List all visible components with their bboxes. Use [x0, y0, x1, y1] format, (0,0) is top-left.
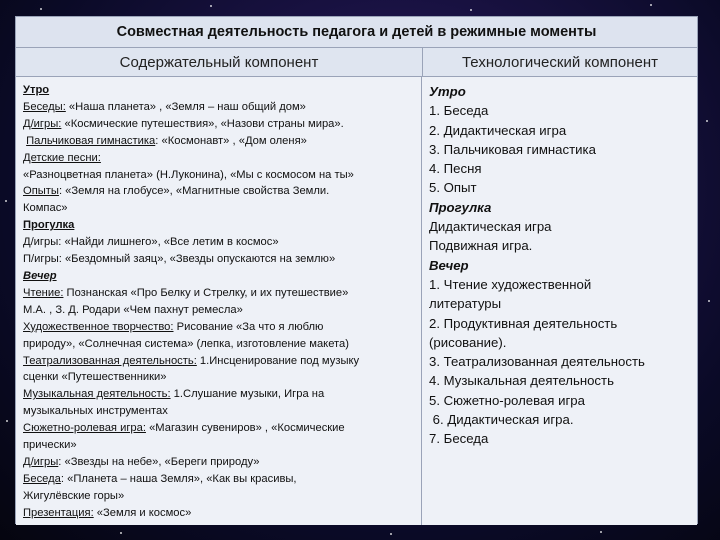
experiments-text: : «Земля на глобусе», «Магнитные свойства Земли. [58, 185, 330, 198]
presentation-line [23, 505, 415, 522]
reading-text: Познанская «Про Белку и Стрелку, и их путешествие» [63, 286, 349, 299]
music-label: Музыкальная деятельность: [23, 388, 171, 401]
reading-text-cont: М.А. , З. Д. Родари «Чем пахнут ремесла» [23, 303, 243, 316]
walk-heading: Прогулка [23, 219, 75, 232]
star [210, 5, 212, 7]
talk-text: : «Планета – наша Земля», «Как вы красивы, [60, 472, 297, 485]
art-label: Художественное творчество: [23, 320, 174, 333]
tech-evening-item: 2. Продуктивная деятельность [429, 315, 618, 331]
songs-label: Детские песни: [23, 151, 101, 164]
tech-walk-item: Подвижная игра. [429, 238, 533, 254]
star [40, 8, 42, 10]
tech-morning-item: 5. Опыт [429, 180, 477, 196]
experiments-line [23, 183, 415, 200]
tech-column [422, 77, 697, 525]
experiments-label: Опыты [23, 185, 59, 198]
tech-evening-item: 5. Сюжетно-ролевая игра [429, 392, 585, 408]
didactic-line [23, 116, 415, 133]
tech-morning-item: 3. Пальчиковая гимнастика [429, 141, 596, 157]
conversations-label: Беседы: [23, 100, 66, 113]
music-line [23, 386, 415, 403]
conversations-line [23, 99, 415, 116]
tech-walk-item: Дидактическая игра [429, 219, 552, 235]
tech-evening-item: 6. Дидактическая игра. [429, 412, 574, 428]
talk-label: Беседа [23, 472, 61, 485]
header-row [16, 48, 697, 77]
theatre-text-cont: сценки «Путешественники» [23, 371, 167, 384]
art-text-cont: природу», «Солнечная система» (лепка, изготовление макета) [23, 337, 349, 350]
tech-morning-item: 1. Беседа [429, 103, 489, 119]
walk-outdoor: П/игры: «Бездомный заяц», «Звезды опускаются на землю» [23, 253, 336, 266]
star [390, 533, 392, 535]
evening-didactic-line [23, 454, 415, 471]
theatre-line [23, 353, 415, 370]
evening-didactic-text: : «Звезды на небе», «Береги природу» [58, 455, 260, 468]
header-tech-component: Технологический компонент [461, 53, 659, 71]
roleplay-label: Сюжетно-ролевая игра: [23, 422, 146, 435]
art-text: Рисование «За что я люблю [173, 320, 324, 333]
tech-morning-item: 2. Дидактическая игра [429, 122, 567, 138]
star [120, 532, 122, 534]
theatre-text: 1.Инсценирование под музыку [196, 354, 360, 367]
tech-walk-heading: Прогулка [429, 199, 492, 215]
morning-heading: Утро [23, 84, 50, 96]
tech-evening-heading: Вечер [429, 257, 469, 273]
tech-morning-heading: Утро [429, 84, 466, 99]
tech-evening-item: 4. Музыкальная деятельность [429, 373, 614, 389]
header-content-component: Содержательный компонент [16, 48, 423, 76]
walk-didactic: Д/игры: «Найди лишнего», «Все летим в космос» [23, 236, 279, 249]
art-line [23, 319, 415, 336]
body-row [16, 77, 697, 525]
songs-text: «Разноцветная планета» (Н.Луконина), «Мы с космосом на ты» [23, 168, 354, 181]
star [706, 120, 708, 122]
table-title: Совместная деятельность педагога и детей в режимные моменты [16, 17, 697, 48]
evening-didactic-label: Д/игры [23, 455, 59, 468]
finger-line [23, 133, 415, 150]
talk-text-cont: Жигулёвские горы» [23, 489, 125, 502]
roleplay-text: «Магазин сувениров» , «Космические [145, 422, 345, 435]
talk-line [23, 471, 415, 488]
tech-evening-item: 1. Чтение художественной [429, 276, 592, 292]
star [650, 4, 652, 6]
roleplay-line [23, 420, 415, 437]
finger-text: : «Космонавт» , «Дом оленя» [155, 134, 307, 147]
evening-heading: Вечер [23, 269, 57, 282]
tech-evening-item: 7. Беседа [429, 431, 489, 447]
conversations-text: «Наша планета» , «Земля – наш общий дом» [65, 100, 306, 113]
reading-label: Чтение: [23, 286, 64, 299]
tech-morning-item: 4. Песня [429, 161, 482, 177]
tech-evening-item: литературы [429, 296, 502, 312]
finger-label: Пальчиковая гимнастика [26, 134, 156, 147]
didactic-label: Д/игры: [23, 117, 62, 130]
experiments-text-cont: Компас» [23, 202, 68, 215]
music-text-cont: музыкальных инструментах [23, 405, 168, 418]
tech-evening-item: 3. Театрализованная деятельность [429, 354, 645, 370]
star [6, 420, 8, 422]
activity-table [15, 16, 698, 524]
presentation-label: Презентация: [23, 506, 94, 519]
star [5, 200, 7, 202]
star [600, 531, 602, 533]
tech-evening-item: (рисование). [429, 334, 507, 350]
didactic-text: «Космические путешествия», «Назови страны мира». [61, 117, 344, 130]
star [708, 300, 710, 302]
reading-line [23, 285, 415, 302]
theatre-label: Театрализованная деятельность: [23, 354, 197, 367]
presentation-text: «Земля и космос» [93, 506, 192, 519]
star [470, 9, 472, 11]
music-text: 1.Слушание музыки, Игра на [170, 388, 325, 401]
roleplay-text-cont: прически» [23, 439, 77, 452]
content-column [16, 77, 422, 525]
